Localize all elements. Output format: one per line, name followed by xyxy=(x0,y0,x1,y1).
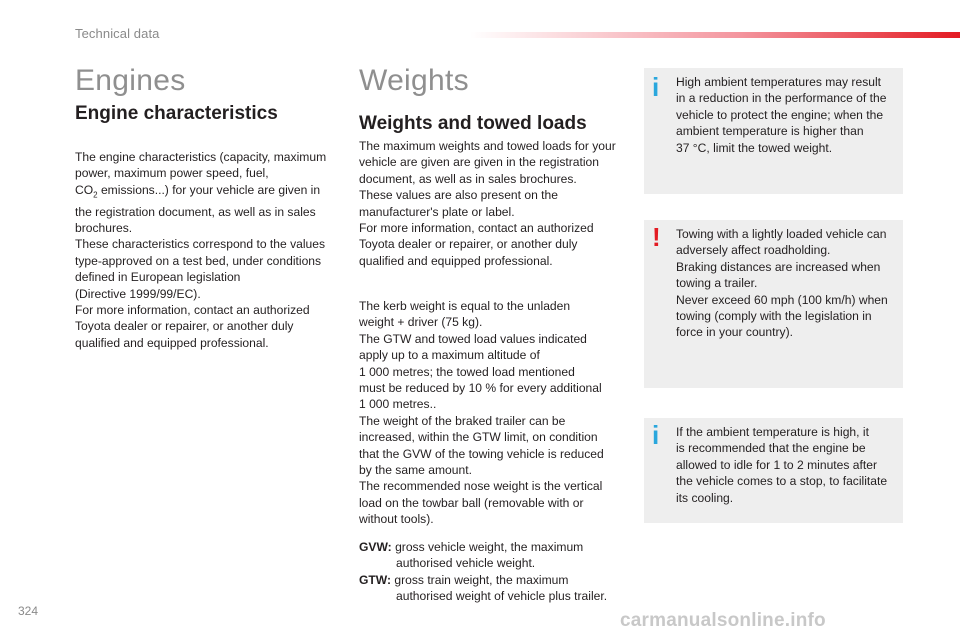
info-icon: i xyxy=(652,72,660,102)
glossary-definition: gross vehicle weight, the maximum xyxy=(391,540,584,554)
info-note-high-temperature xyxy=(644,68,903,194)
weights-towed-loads-heading: Weights and towed loads xyxy=(359,113,587,134)
note-text: High ambient temperatures may result in a reduction in the performance of the vehicle to protect the engine; when the ambient temperature is higher than 37 °C, limit the towed weight. xyxy=(676,75,887,155)
glossary-item-gvw xyxy=(359,539,639,572)
glossary-item-gtw xyxy=(359,572,639,605)
weights-title: Weights xyxy=(359,64,469,97)
engine-text-part2: emissions...) for your vehicle are given in the registration document, as well as in sales brochures. These characteristics correspond to the values type-approved on a test bed, under conditions defined in European legislation (Directive 1999/99/EC). For more information, contact an authorized Toyota dealer or repairer, or another duly qualified and equipped professional. xyxy=(75,182,326,350)
note-text: Towing with a lightly loaded vehicle can adversely affect roadholding. Braking distances are increased when towing a trailer. Never exceed 60 mph (100 km/h) when towing (comply with the legislation in force in your country). xyxy=(676,227,888,340)
glossary-definition-cont: authorised weight of vehicle plus trailer. xyxy=(396,589,608,604)
kerb-weight-text: The kerb weight is equal to the unladen weight + driver (75 kg). The GTW and towed load values indicated apply up to a maximum altitude of 1 000 metres; the towed load mentioned must be reduced by 10 % for every additional 1 000 metres.. The weight of the braked trailer can be increased, within the GTW limit, on condition that the GVW of the towing vehicle is reduced by the same amount. The recommended nose weight is the vertical load on the towbar ball (removable with or without tools). xyxy=(359,299,604,527)
watermark: carmanualsonline.info xyxy=(620,610,826,631)
page-number: 324 xyxy=(18,604,39,618)
warning-note-towing xyxy=(644,220,903,388)
glossary-term: GVW: xyxy=(359,540,392,554)
glossary-definition-cont: authorised vehicle weight. xyxy=(396,556,536,571)
header-accent-bar xyxy=(470,32,960,38)
engine-characteristics-text xyxy=(75,149,345,351)
note-text: If the ambient temperature is high, it is recommended that the engine be allowed to idle for 1 to 2 minutes after the vehicle comes to a stop, to facilitate its cooling. xyxy=(676,425,888,505)
engines-title: Engines xyxy=(75,64,186,97)
engine-text-part1: The engine characteristics (capacity, maximum power, maximum power speed, fuel, CO xyxy=(75,150,327,197)
info-icon: i xyxy=(652,420,660,450)
info-note-idle-cooling xyxy=(644,418,903,523)
weights-intro-text: The maximum weights and towed loads for your vehicle are given are given in the registration document, as well as in sales brochures. These values are also present on the manufacturer's plate or label. For more information, contact an authorized Toyota dealer or repairer, or another duly qualified and equipped professional. xyxy=(359,139,616,268)
glossary xyxy=(359,539,639,605)
warning-icon: ! xyxy=(652,222,661,252)
engine-characteristics-heading: Engine characteristics xyxy=(75,103,278,124)
section-label: Technical data xyxy=(75,26,160,41)
glossary-term: GTW: xyxy=(359,572,392,587)
co2-subscript: 2 xyxy=(93,190,98,200)
glossary-definition: gross train weight, the maximum xyxy=(391,572,569,587)
